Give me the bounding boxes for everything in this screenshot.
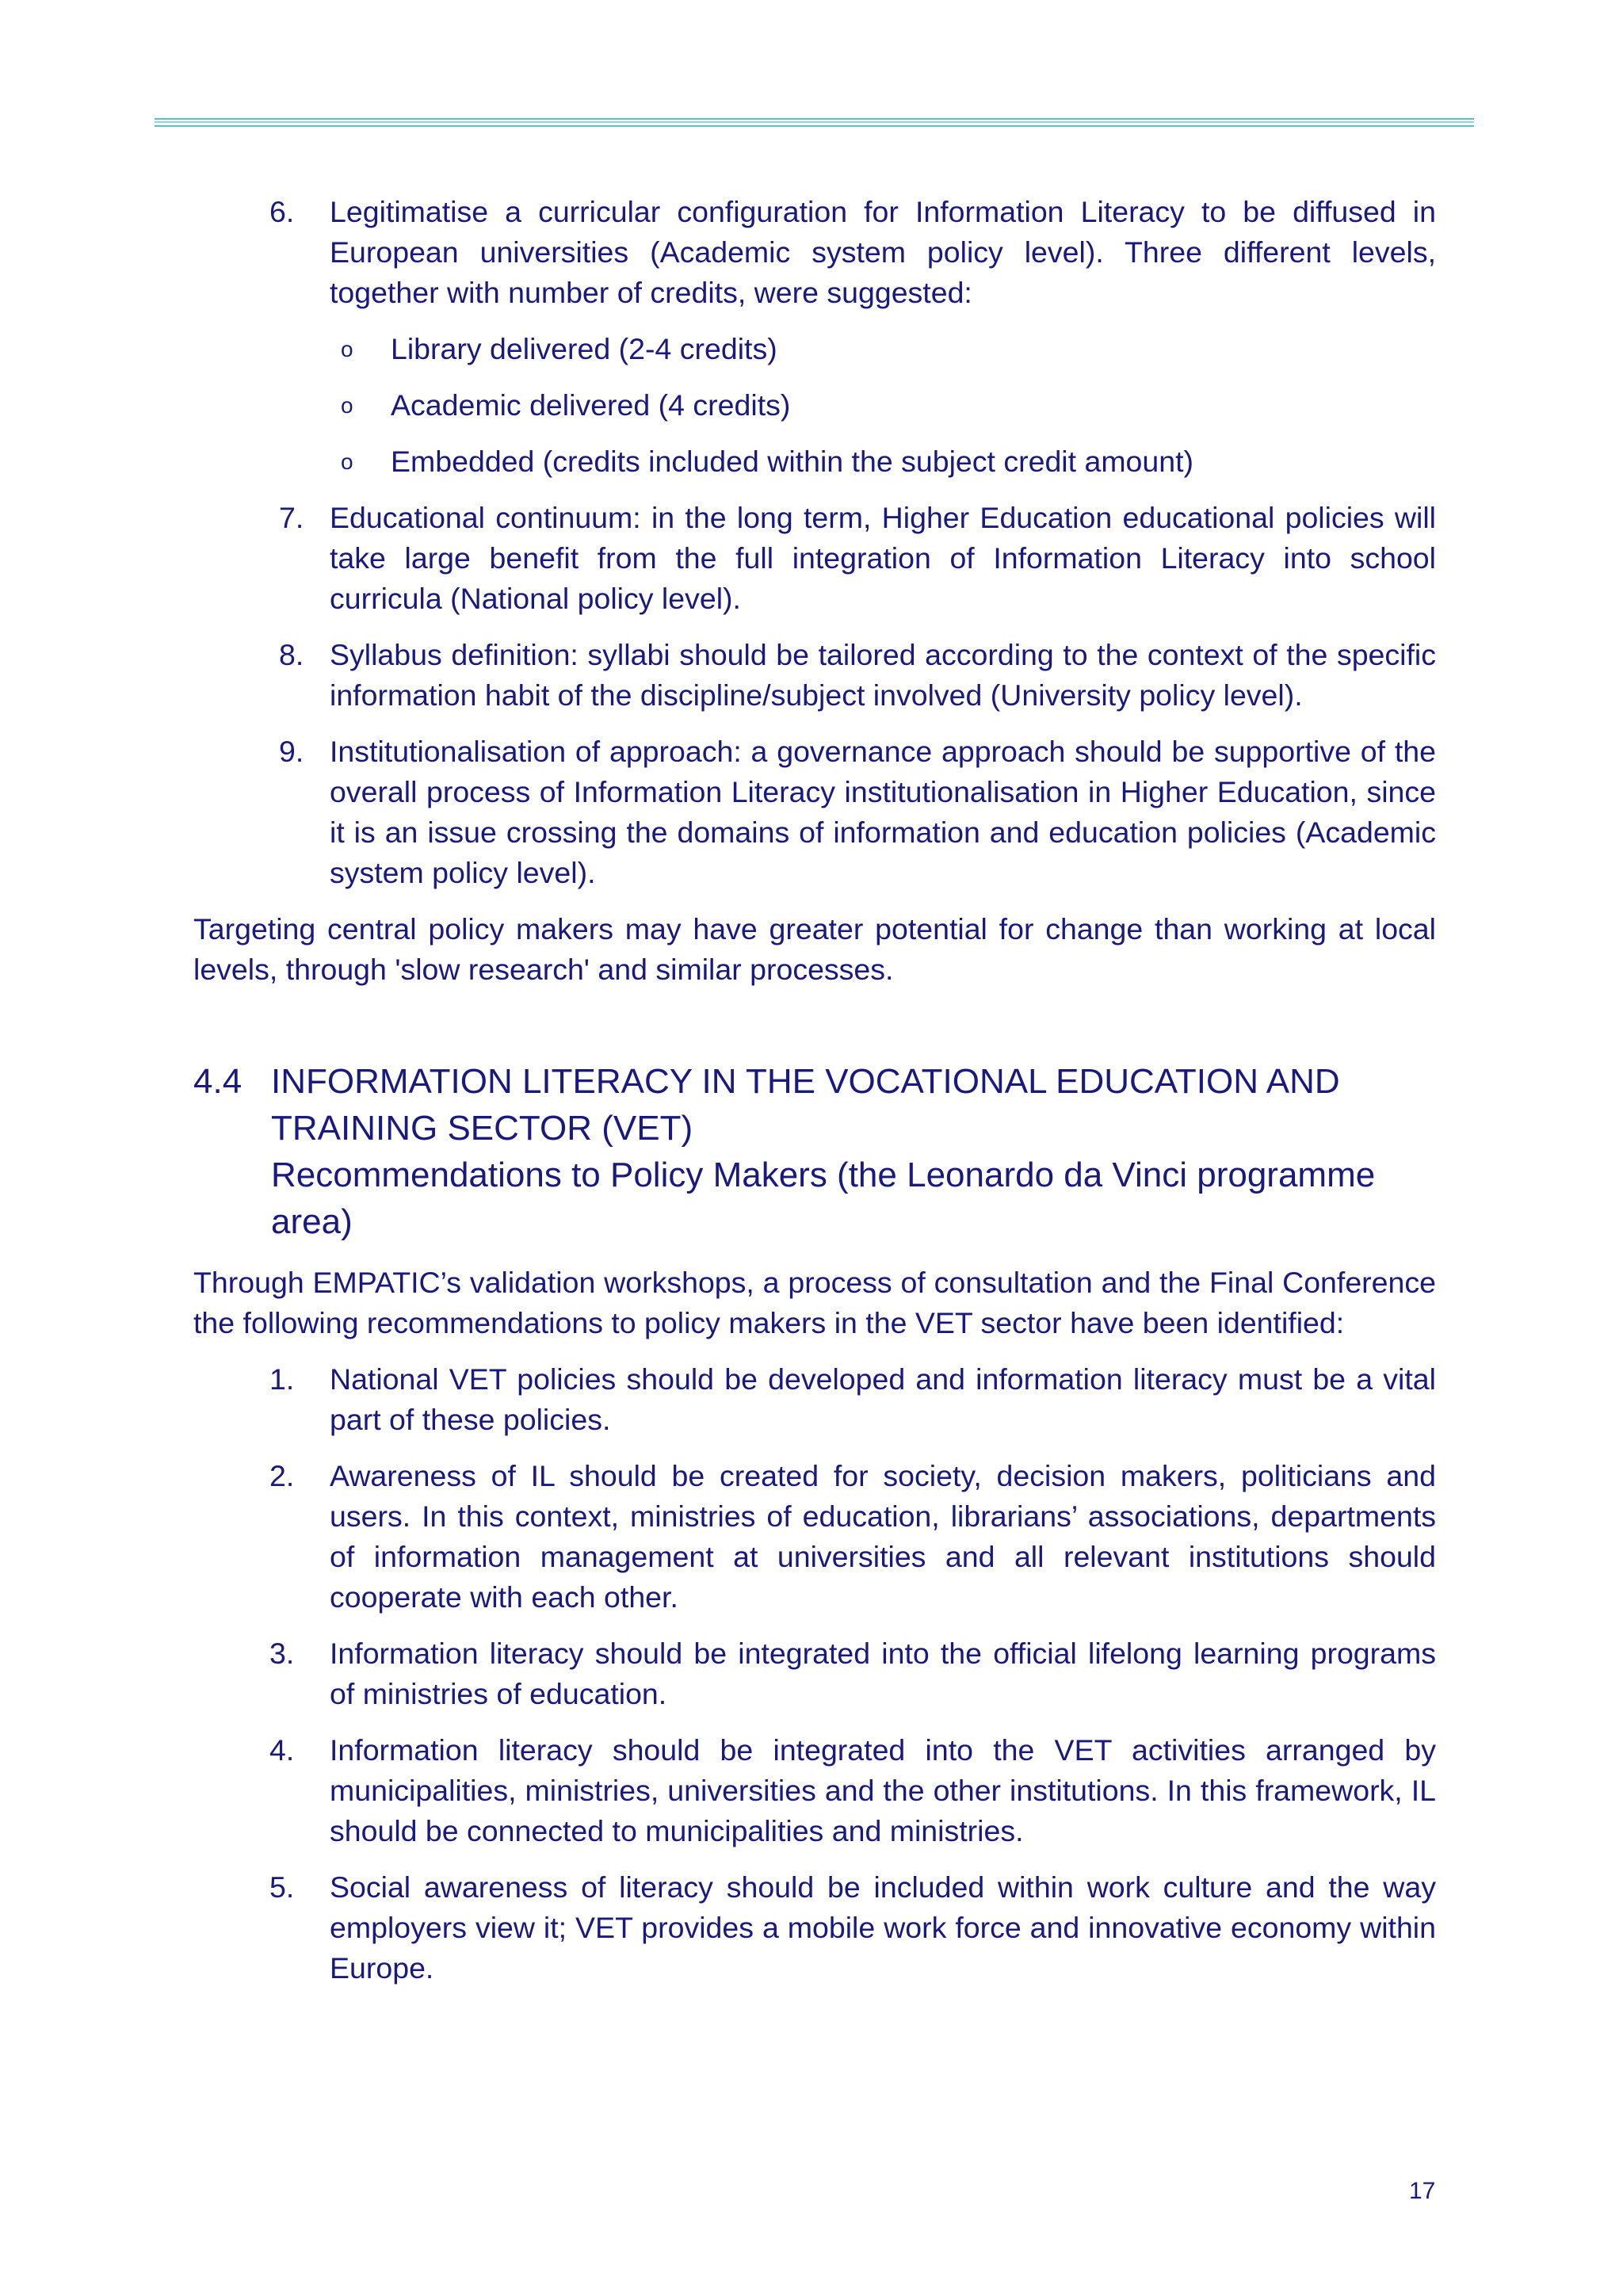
list-item [193,1730,1436,1851]
list-item-text: Institutionalisation of approach: a governance approach should be supportive of the overall process of Information Literacy institutionalisation in Higher Education, since it is an issue crossing the domains of information and education policies (Academic system policy level). [330,735,1436,889]
list-item [193,192,1436,482]
section-title: INFORMATION LITERACY IN THE VOCATIONAL EDUCATION AND TRAINING SECTOR (VET) [271,1062,1340,1148]
list-item-number: 2. [269,1459,295,1492]
list-item-text: Information literacy should be integrated into the VET activities arranged by municipalities, ministries, universities and the other institutions. In this framework, IL should be connected to municipalities and ministries. [330,1733,1436,1847]
list-item [193,635,1436,716]
list-item [193,1633,1436,1714]
recommendations-list-higher-education [193,192,1436,893]
sub-list-item [193,385,1436,426]
list-item-number: 3. [269,1637,295,1670]
page-content [193,192,1436,2004]
list-item-text: Social awareness of literacy should be included within work culture and the way employers view it; VET provides a mobile work force and innovative economy within Europe. [330,1870,1436,1985]
list-item-text: Educational continuum: in the long term, Higher Education educational policies will take large benefit from the full integration of Information Literacy into school curricula (National policy level). [330,501,1436,615]
sub-list-item [193,441,1436,482]
list-item-text: Information literacy should be integrated into the official lifelong learning programs of ministries of education. [330,1637,1436,1710]
sub-list-item-text: Library delivered (2-4 credits) [391,332,777,365]
intro-paragraph: Through EMPATIC’s validation workshops, a process of consultation and the Final Conference the following recommendations to policy makers in the VET sector have been identified: [193,1266,1436,1339]
list-item-number: 7. [279,501,304,534]
circle-bullet-icon: o [341,337,353,361]
list-item [193,498,1436,619]
page-number: 17 [1409,2178,1436,2204]
list-item-text: National VET policies should be developed and information literacy must be a vital part of these policies. [330,1362,1436,1436]
section-heading [193,1058,1436,1245]
list-item-number: 4. [269,1733,295,1767]
closing-paragraph: Targeting central policy makers may have greater potential for change than working at local levels, through 'slow research' and similar processes. [193,912,1436,986]
recommendations-list-vet [193,1359,1436,1988]
list-item-number: 8. [279,638,304,671]
header-rule [155,121,1474,123]
list-item-text: Awareness of IL should be created for society, decision makers, politicians and users. In this context, ministries of education, librarians’ associations, departments of information management at universities and all relevant institutions should cooperate with each other. [330,1459,1436,1614]
list-item-text: Syllabus definition: syllabi should be tailored according to the context of the specific information habit of the discipline/subject involved (University policy level). [330,638,1436,712]
list-item-number: 9. [279,735,304,768]
section-number: 4.4 [193,1062,242,1101]
list-item-number: 1. [269,1362,295,1396]
section-subtitle: Recommendations to Policy Makers (the Leonardo da Vinci programme area) [271,1156,1376,1241]
sub-list-item [193,329,1436,369]
header-rule [155,125,1474,127]
credit-levels-list [330,329,1436,482]
list-item [193,732,1436,893]
list-item [193,1359,1436,1440]
list-item-number: 6. [269,195,295,228]
circle-bullet-icon: o [341,393,353,418]
list-item-number: 5. [269,1870,295,1904]
header-rule [155,118,1474,120]
list-item-text: Legitimatise a curricular configuration for Information Literacy to be diffused in European universities (Academic system policy level). Three different levels, together with number of credits, were suggested: [330,195,1436,309]
circle-bullet-icon: o [341,449,353,474]
list-item [193,1867,1436,1988]
list-item [193,1456,1436,1618]
sub-list-item-text: Embedded (credits included within the subject credit amount) [391,445,1194,478]
sub-list-item-text: Academic delivered (4 credits) [391,388,791,422]
